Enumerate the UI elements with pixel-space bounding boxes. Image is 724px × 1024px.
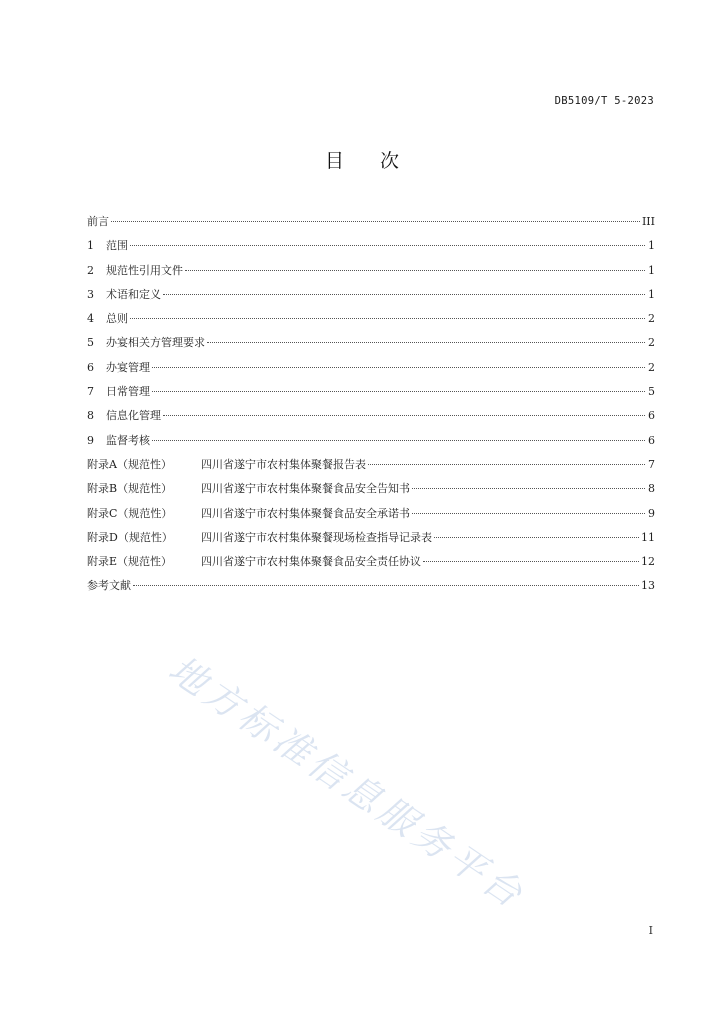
toc-entry-page: 6: [648, 409, 655, 423]
toc-entry-number: 3: [87, 287, 94, 301]
toc-dot-leader: [152, 390, 645, 392]
standard-code: DB5109/T 5-2023: [554, 95, 654, 107]
toc-entry-number: 6: [87, 360, 94, 374]
toc-entry-5[interactable]: [87, 331, 655, 355]
toc-entry-label: 信息化管理: [106, 409, 161, 423]
toc-appendix-page: 9: [648, 506, 655, 520]
toc-entry-page: 2: [648, 312, 655, 326]
title-part-2: 次: [380, 150, 400, 172]
toc-appendix-prefix: 附录E（规范性）: [87, 555, 173, 569]
toc-entry-1[interactable]: [87, 234, 655, 258]
toc-appendix-page: 11: [641, 530, 655, 544]
page-title: [0, 146, 724, 173]
toc-entry-number: 7: [87, 385, 94, 399]
toc-entry-6[interactable]: [87, 356, 655, 380]
toc-entry-label: 范围: [106, 239, 128, 253]
title-part-1: 目: [324, 150, 344, 172]
toc-appendix-page: 12: [641, 555, 655, 569]
toc-appendix-c[interactable]: [87, 502, 655, 526]
toc-dot-leader: [133, 584, 639, 586]
toc-entry-page: 2: [648, 360, 655, 374]
toc-appendix-page: 7: [648, 457, 655, 471]
toc-entry-label: 规范性引用文件: [106, 263, 183, 277]
toc-dot-leader: [434, 536, 639, 538]
toc-dot-leader: [412, 487, 645, 489]
toc-appendix-label: 四川省遂宁市农村集体聚餐食品安全责任协议: [201, 555, 421, 569]
toc-dot-leader: [185, 269, 645, 271]
toc-dot-leader: [423, 560, 639, 562]
toc-entry-4[interactable]: [87, 307, 655, 331]
toc-dot-leader: [130, 317, 645, 319]
toc-entry-page: 1: [648, 239, 655, 253]
toc-dot-leader: [152, 366, 645, 368]
toc-appendix-e[interactable]: [87, 550, 655, 574]
toc-entry-2[interactable]: [87, 259, 655, 283]
toc-appendix-label: 四川省遂宁市农村集体聚餐现场检查指导记录表: [201, 530, 432, 544]
toc-entry-number: 8: [87, 409, 94, 423]
toc-appendix-label: 四川省遂宁市农村集体聚餐食品安全告知书: [201, 482, 410, 496]
toc-entry-label: 前言: [87, 215, 109, 228]
toc-entry-page: 5: [648, 385, 655, 399]
toc-appendix-label: 四川省遂宁市农村集体聚餐报告表: [201, 457, 366, 471]
toc-dot-leader: [207, 341, 645, 343]
toc-entry-label: 日常管理: [106, 385, 150, 399]
toc-appendix-prefix: 附录A（规范性）: [87, 457, 172, 471]
toc-dot-leader: [368, 463, 645, 465]
toc-dot-leader: [163, 293, 645, 295]
toc-entry-number: 2: [87, 263, 94, 277]
toc-entry-label: 总则: [106, 312, 128, 326]
toc-entry-number: 4: [87, 312, 94, 326]
toc-entry-number: 5: [87, 336, 94, 350]
toc-entry-number: 1: [87, 239, 94, 253]
toc-entry-label: 术语和定义: [106, 287, 161, 301]
toc-entry-page: III: [641, 215, 655, 228]
toc-entry-8[interactable]: [87, 404, 655, 428]
page-number: I: [648, 924, 653, 937]
toc-entry-label: 办宴管理: [106, 360, 150, 374]
toc-entry-7[interactable]: [87, 380, 655, 404]
toc-entry-number: 9: [87, 433, 94, 447]
toc-entry-label: 办宴相关方管理要求: [106, 336, 205, 350]
toc-entry-label: 监督考核: [106, 433, 150, 447]
toc-dot-leader: [163, 414, 645, 416]
toc-entry-references[interactable]: [87, 574, 655, 598]
toc-dot-leader: [152, 439, 645, 441]
toc-appendix-prefix: 附录D（规范性）: [87, 530, 173, 544]
toc-appendix-a[interactable]: [87, 453, 655, 477]
toc-dot-leader: [111, 220, 640, 222]
toc-appendix-prefix: 附录C（规范性）: [87, 506, 173, 520]
toc-entry-page: 1: [648, 263, 655, 277]
toc-entry-3[interactable]: [87, 283, 655, 307]
toc-entry-label: 参考文献: [87, 579, 131, 593]
toc-entry-page: 6: [648, 433, 655, 447]
toc-appendix-page: 8: [648, 482, 655, 496]
toc-entry-page: 1: [648, 287, 655, 301]
toc-appendix-prefix: 附录B（规范性）: [87, 482, 173, 496]
toc-appendix-label: 四川省遂宁市农村集体聚餐食品安全承诺书: [201, 506, 410, 520]
toc-appendix-d[interactable]: [87, 526, 655, 550]
watermark-text: 地方标准信息服务平台: [160, 647, 534, 918]
toc-appendix-b[interactable]: [87, 477, 655, 501]
toc-dot-leader: [412, 512, 645, 514]
toc-entry-page: 13: [641, 579, 655, 593]
toc-entry-9[interactable]: [87, 429, 655, 453]
toc-dot-leader: [130, 244, 645, 246]
toc-entry-page: 2: [648, 336, 655, 350]
table-of-contents: [87, 210, 655, 599]
toc-entry-foreword[interactable]: [87, 210, 655, 234]
